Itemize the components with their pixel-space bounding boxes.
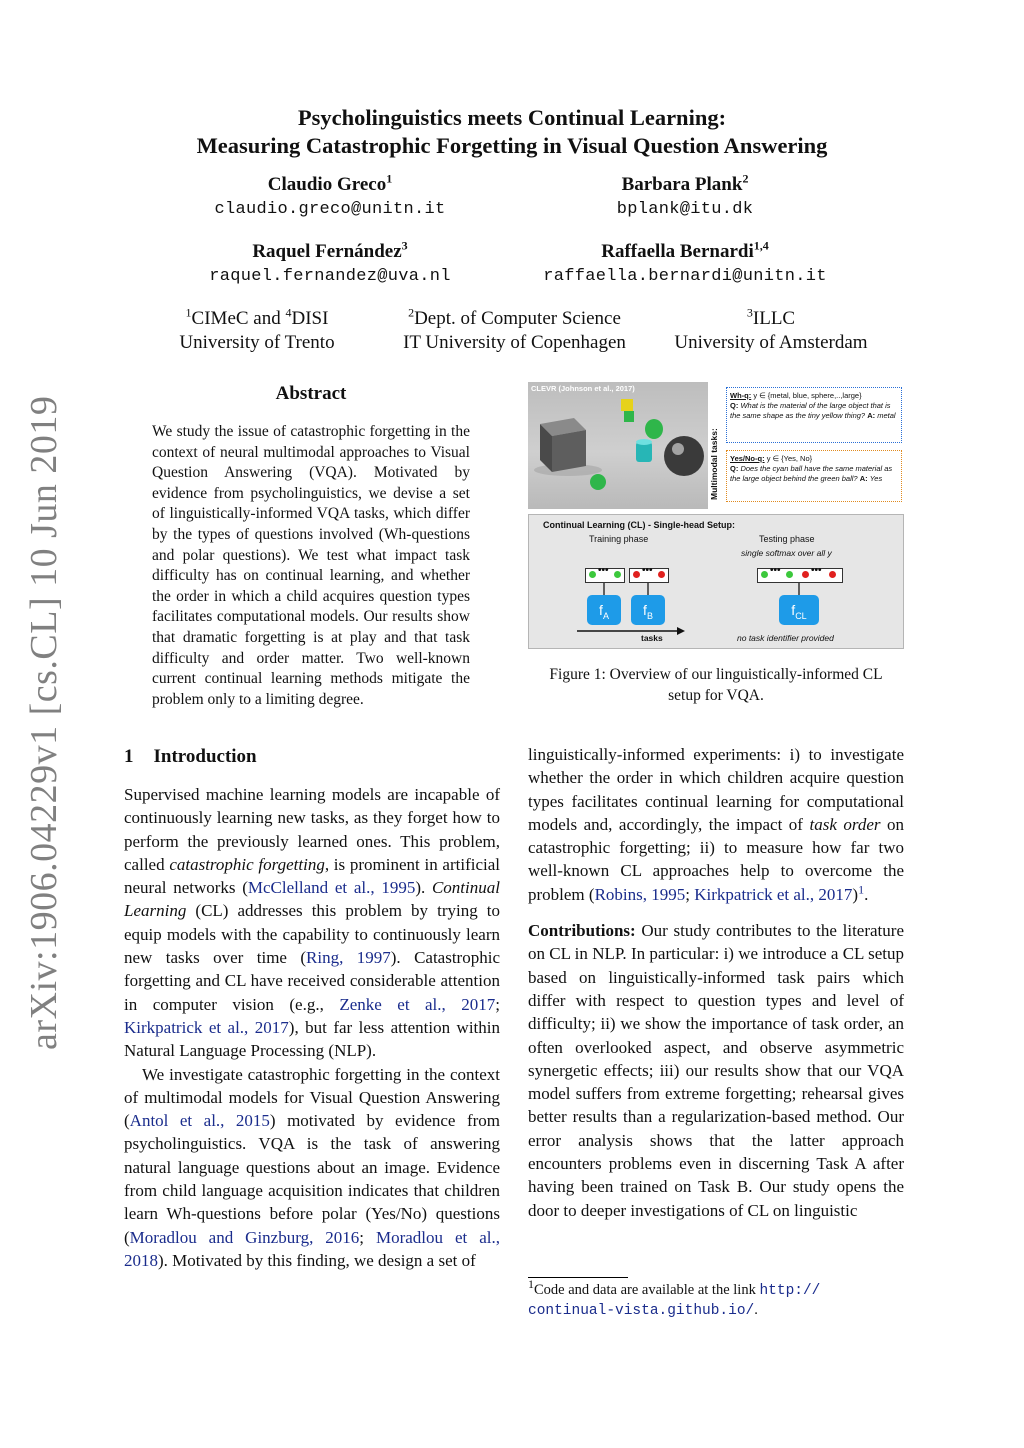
author-email[interactable]: bplank@itu.dk xyxy=(616,200,754,219)
model-fa-box: $f_A$ xyxy=(587,595,621,625)
footnote-url[interactable]: http:// xyxy=(759,1283,821,1299)
footnote-rule xyxy=(528,1277,628,1278)
abstract-text: We study the issue of catastrophic forgetting in the context of neural multimodal approaches to Visual Question Answering (VQA). Motivated by evidence from psycholinguistics, we devise a set of linguistically-informed VQA tasks, which differ by the types of questions involved (Wh-questions and polar questions). We test what impact task difficulty has on continual learning, and whether the order in which a child acquires question types facilitates computational models. Our results show that dramatic forgetting is at play and that task difficulty and order matter. Two well-known current continual learning methods mitigate the problem only to a limiting degree. xyxy=(152,423,470,708)
title-line-2: Measuring Catastrophic Forgetting in Visual Question Answering xyxy=(196,133,828,158)
footnote: $^1$Code and data are available at the link http:// continual-vista.github.io/. xyxy=(528,1277,821,1319)
intro-column-right xyxy=(528,743,904,1222)
affiliation: $^1$CIMeC and $^4$DISI University of Trento xyxy=(179,305,335,353)
author-name: Claudio Greco xyxy=(267,174,387,195)
citation-link[interactable]: Kirkpatrick et al., 2017 xyxy=(694,884,853,904)
abstract-heading: Abstract xyxy=(275,383,347,404)
cl-setup-panel xyxy=(528,514,904,649)
author-email[interactable]: raffaella.bernardi@unitn.it xyxy=(543,267,827,286)
right-paragraph-1: linguistically-informed experiments: i) to investigate whether the order in which children acquire question types facilitates continual learning for computational models and, accordingly, the impact of task order on catastrophic forgetting; ii) to measure how far two well-known CL approaches help to overcome the problem (Robins, 1995; Kirkpatrick et al., 2017)$^1$. xyxy=(528,745,905,904)
tasks-label: tasks xyxy=(641,633,663,643)
citation-link[interactable]: Moradlou and Ginzburg, 2016 xyxy=(129,1227,360,1247)
softmax-label: single softmax over all y xyxy=(741,548,832,558)
citation-link[interactable]: Kirkpatrick et al., 2017 xyxy=(124,1017,289,1037)
cl-title: Continual Learning (CL) - Single-head Setup: xyxy=(543,520,735,530)
author-email[interactable]: claudio.greco@unitn.it xyxy=(214,200,446,219)
citation-link[interactable]: Zenke et al., 2017 xyxy=(339,994,496,1014)
paper-title xyxy=(0,104,1024,160)
multimodal-tasks-label: Multimodal tasks: xyxy=(709,428,719,500)
contributions-paragraph: Contributions: Our study contributes to the literature on CL in NLP. In particular: i) we introduce a CL setup based on linguistically-informed task pairs which differ with respect to question types and level of difficulty; ii) we show the importance of task order, an often overlooked aspect, and observe asymmetric synergetic effects; iii) our results show that our VQA model suffers from extreme forgetting; rehearsal gives better results than a regularization-based method. Our error analysis shows that the latter approach encounters problems even in discerning Task A after having been trained on Task B. Our study opens the door to deeper investigations of CL on linguistic xyxy=(528,921,904,1220)
figure-1 xyxy=(528,382,904,654)
citation-link[interactable]: Ring, 1997 xyxy=(306,948,391,968)
figure-1-caption: Figure 1: Overview of our linguistically-informed CL setup for VQA. xyxy=(549,666,883,704)
clevr-objects xyxy=(528,382,708,509)
intro-paragraph-2: We investigate catastrophic forgetting in the context of multimodal models for Visual Question Answering (Antol et al., 2015) motivated by evidence from psycholinguistics. VQA is the task of answering natural language questions about an image. Evidence from child language acquisition indicates that children learn Wh-questions before polar (Yes/No) questions (Moradlou and Ginzburg, 2016; Moradlou et al., 2018). Motivated by this finding, we design a set of xyxy=(124,1064,500,1270)
model-fcl-box: $f_{CL}$ xyxy=(779,595,819,625)
testing-phase-label: Testing phase xyxy=(759,534,815,544)
author-block: Raffaella Bernardi$^{1,4}$ raffaella.bernardi@unitn.it xyxy=(505,239,865,289)
footnote-url[interactable]: continual-vista.github.io/ xyxy=(528,1303,755,1319)
connector-lines xyxy=(529,515,905,650)
citation-link[interactable]: Moradlou et al., 2018 xyxy=(124,1227,500,1270)
arxiv-identifier: arXiv:1906.04229v1 [cs.CL] 10 Jun 2019 xyxy=(23,395,65,1050)
intro-paragraph-1: Supervised machine learning models are incapable of continuously learning new tasks, as they forget how to perform the previously learned ones. This problem, called catastrophic forgetting, is prominent in artificial neural networks (McClelland et al., 1995). Continual Learning (CL) addresses this problem by trying to equip models with the capability to continuously learn new tasks over time (Ring, 1997). Catastrophic forgetting and CL have received considerable attention in computer vision (e.g., Zenke et al., 2017; Kirkpatrick et al., 2017), but far less attention within Natural Language Processing (NLP). xyxy=(124,785,500,1061)
author-block: Raquel Fernández$^3$ raquel.fernandez@uva.nl xyxy=(180,239,480,289)
intro-column-left xyxy=(124,783,500,1272)
citation-link[interactable]: Antol et al., 2015 xyxy=(129,1111,270,1131)
author-email[interactable]: raquel.fernandez@uva.nl xyxy=(209,267,451,286)
section-heading-introduction: 1 Introduction xyxy=(124,746,257,767)
citation-link[interactable]: Robins, 1995 xyxy=(594,884,686,904)
output-box-b: ••• xyxy=(629,568,669,583)
output-box-cl: ••• ••• xyxy=(757,568,843,583)
author-block: Barbara Plank$^2$ bplank@itu.dk xyxy=(535,172,835,222)
footnote-marker[interactable]: 1 xyxy=(858,882,865,897)
author-block: Claudio Greco$^1$ claudio.greco@unitn.it xyxy=(180,172,480,222)
title-line-1: Psycholinguistics meets Continual Learning: xyxy=(297,105,727,130)
no-task-id-label: no task identifier provided xyxy=(737,633,834,643)
affiliation: $^3$ILLC University of Amsterdam xyxy=(674,305,868,353)
clevr-scene-image: CLEVR (Johnson et al., 2017) xyxy=(528,382,708,509)
wh-question-box: Wh-q: y ∈ {metal, blue, sphere,..,large} Q: What is the material of the large object that is the same shape as the tiny yellow thing? A: metal xyxy=(726,387,902,443)
affiliation: $^2$Dept. of Computer Science IT University of Copenhagen xyxy=(403,305,626,353)
model-fb-box: $f_B$ xyxy=(631,595,665,625)
citation-link[interactable]: McClelland et al., 1995 xyxy=(247,878,416,898)
training-phase-label: Training phase xyxy=(589,534,649,544)
yes-no-question-box: Yes/No-q: y ∈ {Yes, No} Q: Does the cyan ball have the same material as the large object behind the green ball? A: Yes xyxy=(726,450,902,502)
author-name: Raffaella Bernardi xyxy=(601,241,754,262)
output-box-a: ••• xyxy=(585,568,625,583)
author-name: Barbara Plank xyxy=(621,174,743,195)
author-name: Raquel Fernández xyxy=(252,241,402,262)
